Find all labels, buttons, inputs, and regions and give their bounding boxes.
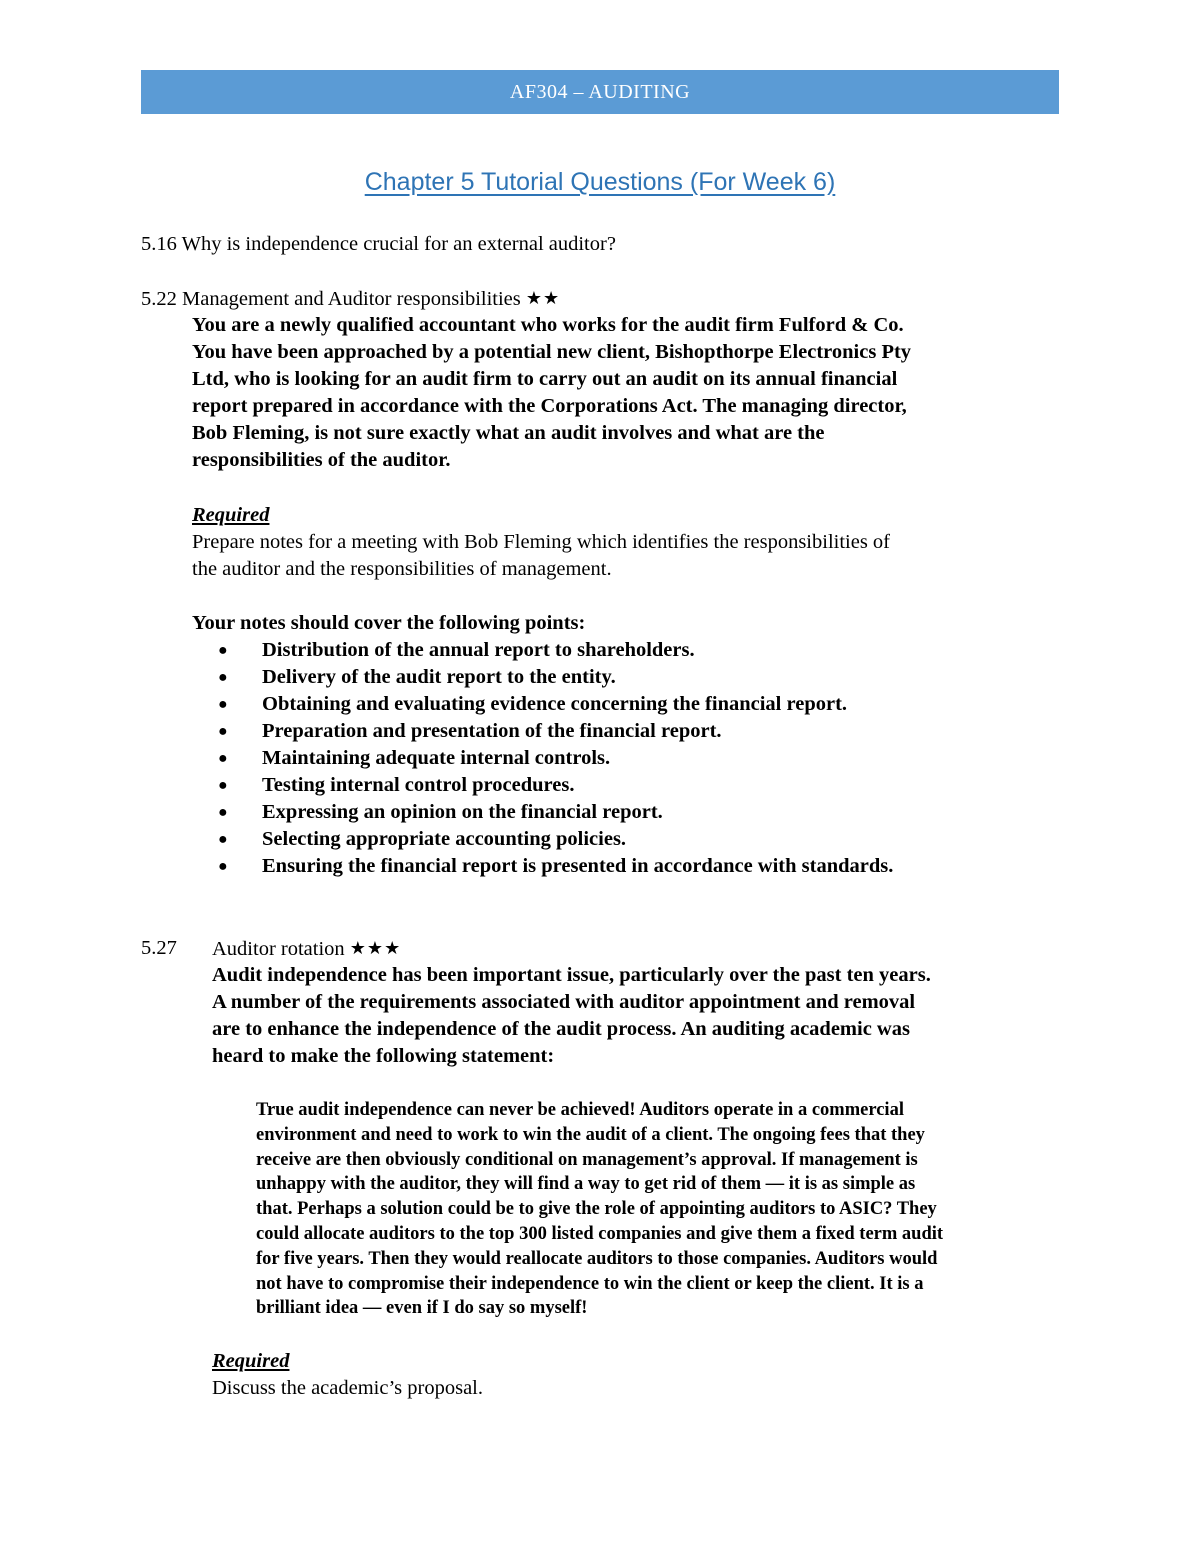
list-item: ● Maintaining adequate internal controls. [216,745,893,772]
list-item: ● Preparation and presentation of the financial report. [216,718,893,745]
list-item: ● Ensuring the financial report is presented in accordance with standards. [216,853,893,880]
quote-line: that. Perhaps a solution could be to give the role of appointing auditors to ASIC? They [256,1199,937,1220]
bullet-icon: ● [218,669,228,686]
question-5-27-heading [212,935,401,963]
scenario-line: report prepared in accordance with the Corporations Act. The managing director, [192,395,907,417]
bullet-icon: ● [218,831,228,848]
page-title: Chapter 5 Tutorial Questions (For Week 6) [364,168,836,196]
question-5-27-scenario [212,962,931,1070]
list-item: ● Expressing an opinion on the financial report. [216,799,893,826]
question-5-22-scenario [192,312,911,474]
scenario-line: Ltd, who is looking for an audit firm to carry out an audit on its annual financial [192,368,898,390]
question-number: 5.22 [141,288,177,310]
required-line: Discuss the academic’s proposal. [212,1377,483,1399]
question-number: 5.27 [141,937,177,959]
question-heading: Management and Auditor responsibilities [182,288,521,310]
bullet-icon: ● [218,804,228,821]
list-item: ● Distribution of the annual report to shareholders. [216,637,893,664]
scenario-line: You have been approached by a potential new client, Bishopthorpe Electronics Pty [192,341,912,363]
points-list [216,637,893,880]
course-name: AF304 – AUDITING [509,80,691,103]
quote-line: unhappy with the auditor, they will find a way to get rid of them — it is as simple as [256,1174,916,1195]
quote-line: receive are then obviously conditional on management’s approval. If management is [256,1149,918,1170]
question-heading: Auditor rotation [212,938,345,960]
question-5-22-required [192,502,890,583]
bullet-icon: ● [218,723,228,740]
quote-line: True audit independence can never be achieved! Auditors operate in a commercial [256,1100,904,1120]
points-intro: Your notes should cover the following points: [192,612,586,634]
difficulty-stars-icon: ★★★ [349,938,402,958]
scenario-line: Audit independence has been important issue, particularly over the past ten years. [212,964,931,986]
scenario-line: responsibilities of the auditor. [192,449,451,471]
scenario-line: A number of the requirements associated with auditor appointment and removal [212,991,916,1013]
required-label: Required [212,1350,290,1372]
scenario-line: heard to make the following statement: [212,1045,555,1067]
question-5-22-heading [141,285,560,313]
required-line: the auditor and the responsibilities of management. [192,558,612,580]
question-number: 5.16 [141,233,177,255]
scenario-line: are to enhance the independence of the audit process. An auditing academic was [212,1018,910,1040]
question-5-16 [141,231,616,258]
required-label: Required [192,504,270,526]
quote-line: could allocate auditors to the top 300 listed companies and give them a fixed term audit [256,1223,944,1244]
bullet-icon: ● [218,696,228,713]
list-item: ● Obtaining and evaluating evidence concerning the financial report. [216,691,893,718]
quote-line: not have to compromise their independence to win the client or keep the client. It is a [256,1273,924,1294]
course-header-bar [141,70,1059,114]
bullet-icon: ● [218,858,228,875]
required-line: Prepare notes for a meeting with Bob Fleming which identifies the responsibilities of [192,531,891,553]
bullet-icon: ● [218,642,228,659]
list-item: ● Selecting appropriate accounting policies. [216,826,893,853]
quote-line: for five years. Then they would reallocate auditors to those companies. Auditors would [256,1248,938,1269]
question-5-27-required [212,1348,483,1402]
bullet-icon: ● [218,777,228,794]
list-item: ● Testing internal control procedures. [216,772,893,799]
list-item: ● Delivery of the audit report to the entity. [216,664,893,691]
question-text: Why is independence crucial for an external auditor? [181,233,616,255]
scenario-line: Bob Fleming, is not sure exactly what an audit involves and what are the [192,422,825,444]
bullet-icon: ● [218,750,228,767]
academic-quote [256,1098,1056,1321]
difficulty-stars-icon: ★★ [525,288,561,308]
quote-line: environment and need to work to win the audit of a client. The ongoing fees that they [256,1124,925,1145]
quote-line: brilliant idea — even if I do say so myself! [256,1298,588,1319]
scenario-line: You are a newly qualified accountant who works for the audit firm Fulford & Co. [192,314,904,336]
